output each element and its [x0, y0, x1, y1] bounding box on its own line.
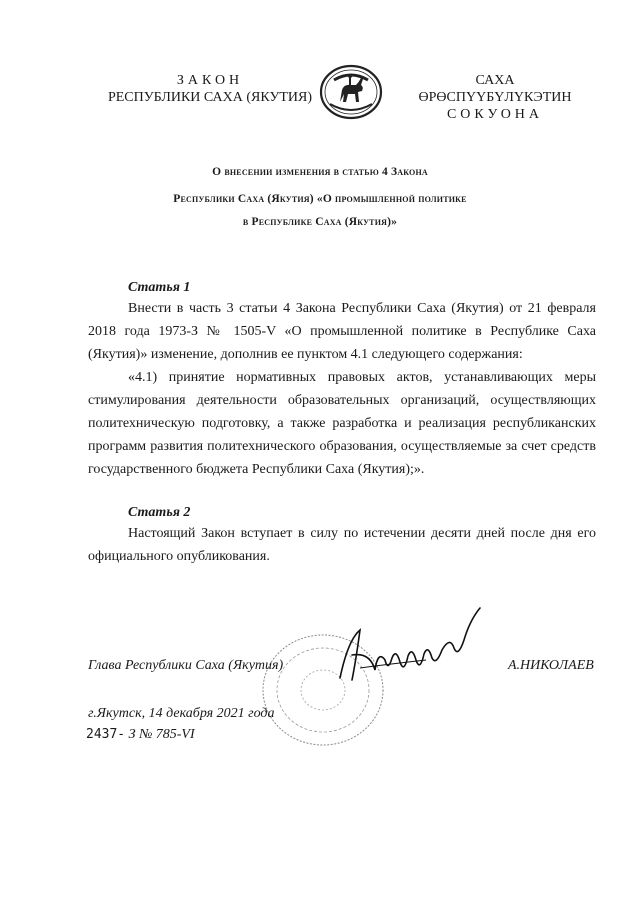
- header-right-line1: САХА ӨРӨСПҮҮБҮЛҮКЭТИН: [418, 73, 572, 105]
- header-right: [400, 72, 590, 123]
- law-number: З № 785-VI: [128, 727, 195, 742]
- header-left-line1: ЗАКОН: [176, 73, 244, 88]
- header-right-line2: СОКУОНА: [446, 107, 544, 122]
- coat-of-arms-emblem: [318, 64, 384, 120]
- handwritten-signature: [330, 600, 490, 690]
- law-registration-number: [86, 727, 195, 743]
- article2-paragraph1: Настоящий Закон вступает в силу по истечении десяти дней после дня его официального опубликования.: [88, 526, 596, 564]
- article1-paragraph2: «4.1) принятие нормативных правовых актов, устанавливающих меры стимулирования деятельности образовательных организаций, осуществляющих политехническую подготовку, а также разработка и реализация республиканских программ развития политехнического образования, осуществляемые за счет средств государственного бюджета Республики Саха (Якутия);».: [88, 370, 596, 477]
- header-left: [105, 72, 315, 106]
- article2-body: [88, 522, 596, 568]
- place-and-date: г.Якутск, 14 декабря 2021 года: [88, 706, 275, 721]
- signatory-name: А.НИКОЛАЕВ: [508, 658, 594, 673]
- title-line2: Республики Саха (Якутия) «О промышленной политике: [173, 193, 467, 205]
- article1-heading: Статья 1: [128, 280, 191, 295]
- article1-paragraph1: Внести в часть 3 статьи 4 Закона Республики Саха (Якутия) от 21 февраля 2018 года 1973-З № 1505-V «О промышленной политике в Республике Саха (Якутия)» изменение, дополнив ее пунктом 4.1 следующего содержания:: [88, 301, 596, 362]
- header-left-line2: РЕСПУБЛИКИ САХА (ЯКУТИЯ): [107, 90, 313, 105]
- title-line3: в Республике Саха (Якутия)»: [242, 216, 398, 228]
- article2-heading: Статья 2: [128, 505, 191, 520]
- signatory-position: Глава Республики Саха (Якутия): [88, 658, 284, 673]
- registration-handwritten: 2437-: [86, 727, 126, 742]
- title-line1: О внесении изменения в статью 4 Закона: [212, 166, 428, 178]
- article1-body: [88, 297, 596, 481]
